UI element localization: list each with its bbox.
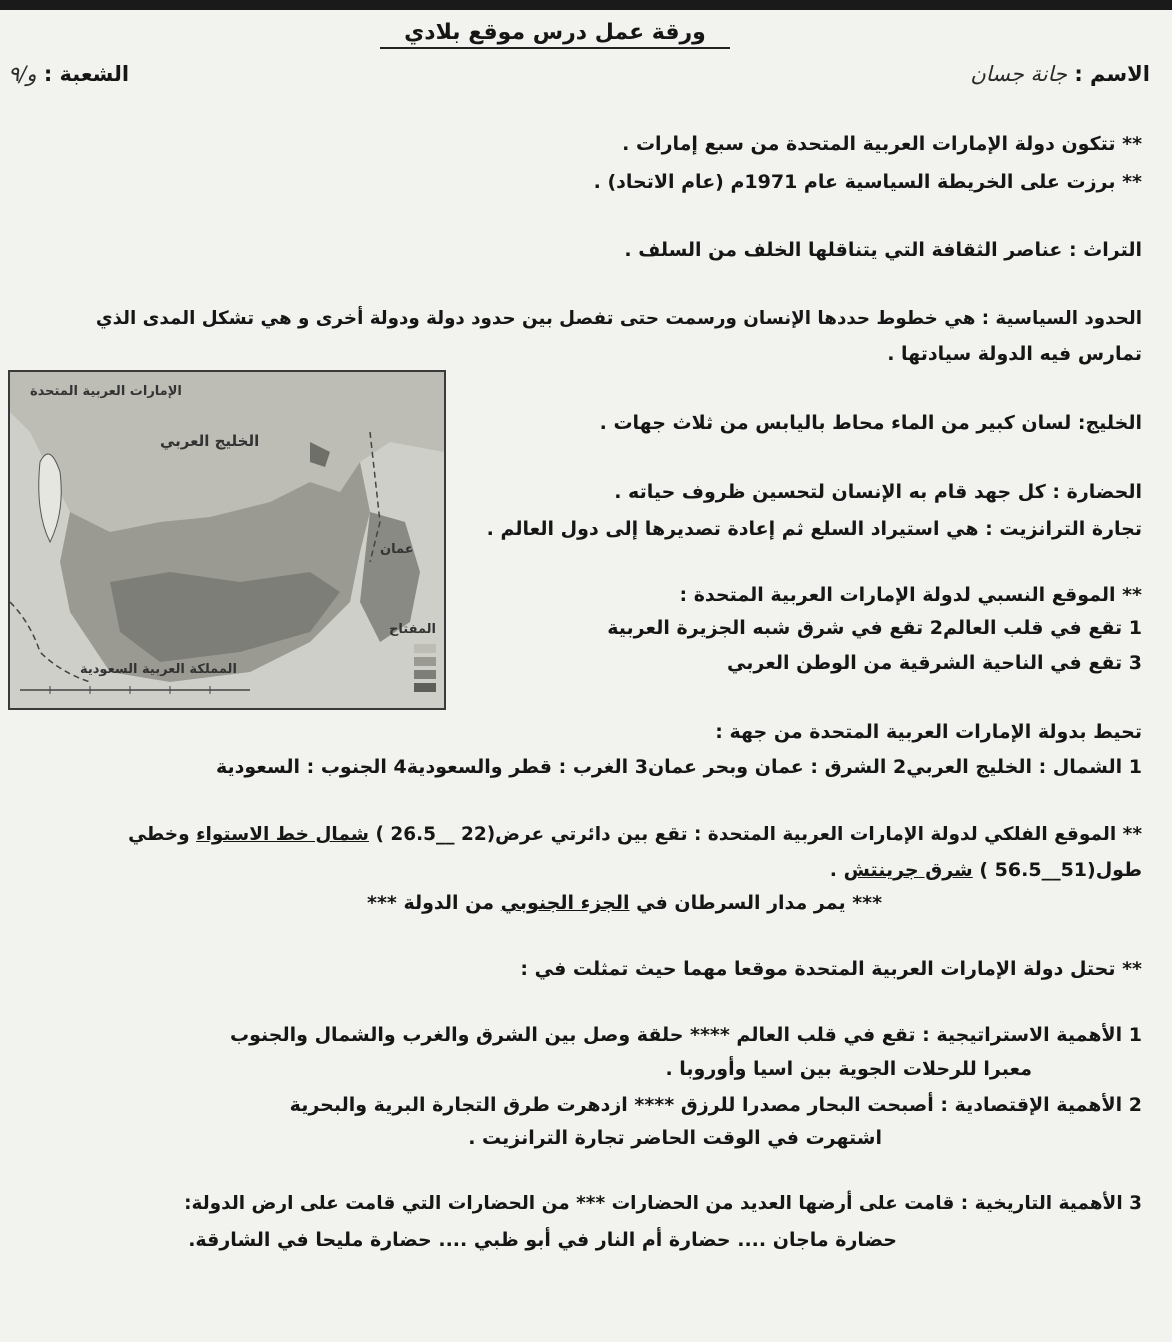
astro-north-equator: شمال خط الاستواء: [196, 824, 369, 845]
economic-importance-1: 2 الأهمية الإقتصادية : أصبحت البحار مصدرا للرزق **** ازدهرت طرق التجارة البرية والبحرية: [289, 1094, 1142, 1116]
intro-line-2: ** برزت على الخريطة السياسية عام 1971م (عام الاتحاد) .: [593, 171, 1142, 193]
uae-map: [8, 370, 446, 710]
borders-heading: تحيط بدولة الإمارات العربية المتحدة من جهة :: [715, 721, 1142, 743]
border-north: 1 الشمال : الخليج العربي: [906, 756, 1142, 778]
map-title: الإمارات العربية المتحدة: [30, 384, 182, 399]
legend-swatch: [414, 670, 436, 679]
historic-importance-2: حضارة ماجان .... حضارة أم النار في أبو ظبي .... حضارة مليحا في الشارقة.: [188, 1229, 897, 1251]
border-south: 4 الجنوب : السعودية: [215, 756, 407, 778]
map-gulf-label: الخليج العربي: [160, 432, 260, 450]
borders-list: [216, 754, 1142, 780]
astro-east-greenwich: شرق جرينتش: [843, 859, 973, 881]
astro-latitude: ** الموقع الفلكي لدولة الإمارات العربية المتحدة : تقع بين دائرتي عرض(22 __26.5 ): [375, 824, 1142, 845]
relative-item-3: 3 تقع في الناحية الشرقية من الوطن العربي: [727, 652, 1142, 674]
class-value: و/٩: [8, 62, 37, 86]
map-saudi-label: المملكة العربية السعودية: [80, 662, 237, 677]
legend-swatch: [414, 657, 436, 666]
civilization-definition: الحضارة : كل جهد قام به الإنسان لتحسين ظروف حياته .: [614, 481, 1142, 503]
borders-definition-line-2: تمارس فيه الدولة سيادتها .: [887, 343, 1142, 365]
astronomical-line-1: [128, 822, 1142, 848]
top-border: [0, 0, 1172, 10]
gulf-definition: الخليج: لسان كبير من الماء محاط باليابس من ثلاث جهات .: [599, 412, 1142, 434]
map-legend-label: المفتاح: [389, 622, 436, 637]
astronomical-line-3: [367, 890, 882, 916]
name-label: الاسم :: [1074, 62, 1150, 86]
astronomical-line-2: طول(51__56.5 ) شرق جرينتش .: [829, 859, 1142, 881]
border-west: 3 الغرب : قطر والسعودية: [406, 756, 648, 778]
strategic-importance-1: 1 الأهمية الاستراتيجية : تقع في قلب العالم **** حلقة وصل بين الشرق والغرب والشمال والجنوب: [230, 1024, 1142, 1046]
strategic-importance-2: معبرا للرحلات الجوية بين اسيا وأوروبا .: [665, 1058, 1032, 1080]
map-drawing: [10, 372, 444, 708]
economic-importance-2: اشتهرت في الوقت الحاضر تجارة الترانزيت .: [468, 1127, 882, 1149]
legend-swatch: [414, 683, 436, 692]
worksheet-title: ورقة عمل درس موقع بلادي: [380, 20, 730, 49]
relative-item-2: 2 تقع في شرق شبه الجزيرة العربية: [607, 617, 943, 639]
relative-location-items: [607, 615, 1142, 641]
importance-heading: ** تحتل دولة الإمارات العربية المتحدة موقعا مهما حيث تمثلت في :: [520, 958, 1142, 980]
astro-longitude: طول(51__56.5 ): [979, 859, 1142, 881]
student-name: [970, 62, 1150, 86]
astro-tropic: *** يمر مدار السرطان في: [636, 892, 882, 914]
border-east: 2 الشرق : عمان وبحر عمان: [647, 756, 907, 778]
heritage-definition: التراث : عناصر الثقافة التي يتناقلها الخلف من السلف .: [624, 239, 1142, 261]
map-oman-label: عمان: [380, 542, 414, 557]
name-value: جانة جسان: [970, 62, 1068, 86]
astro-and-lines: وخطي: [128, 824, 190, 845]
intro-line-1: ** تتكون دولة الإمارات العربية المتحدة من سبع إمارات .: [622, 133, 1142, 155]
historic-importance-1: 3 الأهمية التاريخية : قامت على أرضها العديد من الحضارات *** من الحضارات التي قامت على ارض الدولة:: [184, 1193, 1142, 1214]
borders-definition-line-1: الحدود السياسية : هي خطوط حددها الإنسان ورسمت حتى تفصل بين حدود دولة ودولة أخرى و هي تشكل المدى الذي: [95, 308, 1142, 329]
astro-southern-part: الجزء الجنوبي: [500, 892, 630, 914]
transit-definition: تجارة الترانزيت : هي استيراد السلع ثم إعادة تصديرها إلى دول العالم .: [486, 518, 1142, 540]
class-section: [8, 62, 129, 86]
relative-item-1: 1 تقع في قلب العالم: [943, 617, 1142, 639]
astro-of-state: من الدولة ***: [367, 892, 495, 914]
class-label: الشعبة :: [43, 62, 130, 86]
legend-swatch: [414, 644, 436, 653]
relative-location-heading: ** الموقع النسبي لدولة الإمارات العربية المتحدة :: [679, 584, 1142, 606]
